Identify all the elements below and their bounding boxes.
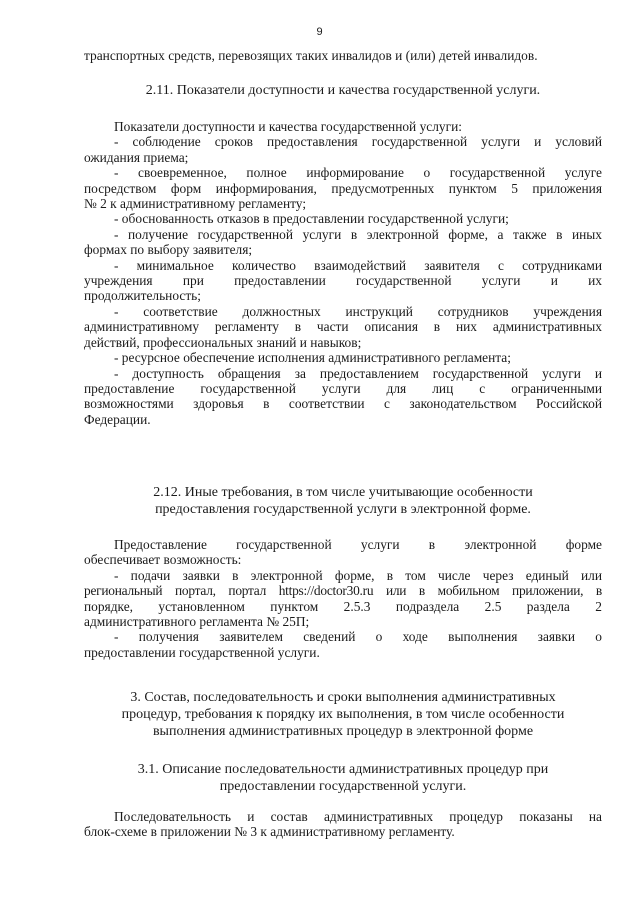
section-2-12-body bbox=[84, 537, 602, 660]
list-item-line: - ресурсное обеспечение исполнения административного регламента; bbox=[114, 350, 511, 366]
list-item-line: ожидания приема; bbox=[84, 149, 189, 165]
heading-line: выполнения административных процедур в электронной форме bbox=[152, 724, 534, 739]
list-item-line: - подачи заявки в электронной форме, в том числе через единый или bbox=[114, 567, 602, 583]
list-item-line: - обоснованность отказов в предоставлении государственной услуги; bbox=[114, 211, 509, 227]
list-item-line: возможностями здоровья в соответствии с законодательством Российской bbox=[84, 396, 602, 412]
top-line: транспортных средств, перевозящих таких инвалидов и (или) детей инвалидов. bbox=[84, 48, 538, 63]
list-item-line: административному регламенту в части описания в них административных bbox=[84, 319, 602, 335]
list-item-line: - своевременное, полное информирование о государственной услуге bbox=[114, 165, 602, 181]
list-item-line: - минимальное количество взаимодействий заявителя с сотрудниками bbox=[114, 257, 602, 273]
section-3-1-body bbox=[84, 809, 602, 840]
list-item-line: учреждения при предоставлении государственной услуги и их bbox=[84, 273, 602, 289]
list-item-line: региональный портал, портал https://doctor30.ru или в мобильном приложении, в bbox=[84, 583, 602, 599]
paragraph-line: блок-схеме в приложении № 3 к административному регламенту. bbox=[84, 824, 455, 840]
list-item-line: действий, профессиональных знаний и навыков; bbox=[84, 334, 362, 350]
list-item-line: - соблюдение сроков предоставления государственной услуги и условий bbox=[114, 134, 602, 150]
section-2-11-heading: 2.11. Показатели доступности и качества государственной услуги. bbox=[145, 83, 541, 98]
paragraph-line: Предоставление государственной услуги в электронной форме bbox=[114, 537, 602, 552]
list-item-line: - получения заявителем сведений о ходе выполнения заявки о bbox=[114, 629, 602, 645]
section-3-1-heading bbox=[84, 761, 602, 795]
list-item-line: № 2 к административному регламенту; bbox=[84, 196, 307, 212]
heading-line: предоставлении государственной услуги. bbox=[219, 779, 467, 794]
list-item-line: предоставление государственной услуги для лиц с ограниченными bbox=[84, 380, 602, 396]
heading-line: 3.1. Описание последовательности административных процедур при bbox=[137, 762, 549, 777]
list-item-line: - соответствие должностных инструкций сотрудников учреждения bbox=[114, 303, 602, 319]
heading-line: предоставления государственной услуги в электронной форме. bbox=[155, 502, 531, 517]
list-item-line: посредством форм информирования, предусмотренных пунктом 5 приложения bbox=[84, 180, 602, 196]
paragraph-line: Последовательность и состав административных процедур показаны на bbox=[114, 809, 602, 824]
paragraph-line: обеспечивает возможность: bbox=[84, 552, 242, 568]
section-2-12-heading bbox=[84, 484, 602, 518]
list-item-line: Федерации. bbox=[84, 411, 151, 427]
list-item-line: административного регламента № 25П; bbox=[84, 614, 310, 630]
section-2-11-body bbox=[84, 119, 602, 427]
list-item-line: предоставлении государственной услуги. bbox=[84, 644, 320, 660]
heading-line: 3. Состав, последовательность и сроки выполнения административных bbox=[130, 690, 556, 705]
list-item-line: - получение государственной услуги в электронной форме, а также в иных bbox=[114, 226, 602, 242]
list-item-line: продолжительность; bbox=[84, 288, 202, 304]
list-item-line: порядке, установленном пунктом 2.5.3 подраздела 2.5 раздела 2 bbox=[84, 598, 602, 614]
page-number: 9 bbox=[316, 26, 323, 38]
section-3-heading bbox=[84, 689, 602, 740]
heading-line: 2.12. Иные требования, в том числе учитывающие особенности bbox=[153, 485, 533, 500]
heading-line: процедур, требования к порядку их выполнения, в том числе особенности bbox=[121, 707, 565, 722]
section-2-11-intro: Показатели доступности и качества государственной услуги: bbox=[114, 119, 462, 134]
list-item-line: - доступность обращения за предоставлением государственной услуги и bbox=[114, 365, 602, 381]
list-item-line: формах по выбору заявителя; bbox=[84, 242, 253, 258]
